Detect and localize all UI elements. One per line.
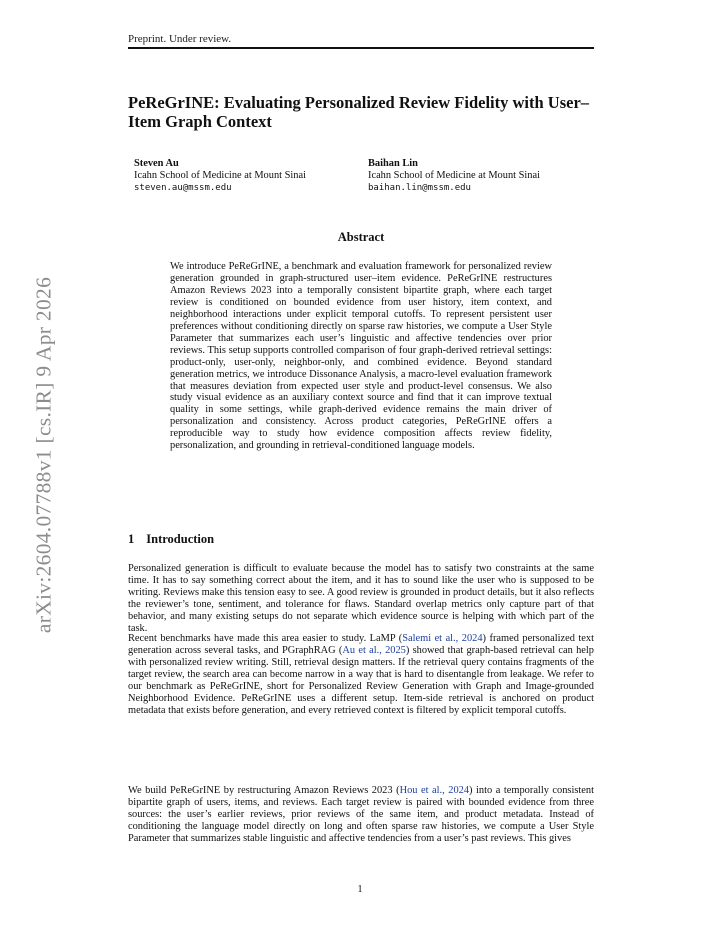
- arxiv-identifier: arXiv:2604.07788v1 [cs.IR] 9 Apr 2026: [31, 276, 56, 634]
- intro-paragraph-1: Personalized generation is difficult to evaluate because the model has to satisfy two constraints at the same time. It has to say something correct about the item, and it has to sound like the user who is supposed to be writing. Reviews make this tension easy to see. A good review is grounded in product details, but it also reflects the reviewer’s tone, sentiment, and tolerance for flaws. Standard overlap metrics only capture part of that behavior, and many existing setups do not separate which evidence source is helping with which part of the task.: [128, 563, 594, 634]
- abstract-text: We introduce PeReGrINE, a benchmark and evaluation framework for personalized review generation grounded in graph-structured user–item evidence. PeReGrINE restructures Amazon Reviews 2023 into a temporally consistent bipartite graph, where each target review is conditioned on bounded evidence from user history, item context, and neighborhood interactions under explicit temporal cutoffs. To represent persistent user preferences without conditioning directly on sparse raw histories, we compute a User Style Parameter that summarizes each user’s linguistic and affective tendencies over prior reviews. This setup supports controlled comparison of four graph-derived retrieval settings: product-only, user-only, neighbor-only, and combined evidence. Beyond standard generation metrics, we introduce Dissonance Analysis, a macro-level evaluation framework that measures deviation from expected user style and product-level consensus. We also study visual evidence as an auxiliary context source and find that it can improve textual quality in some settings, while graph-derived evidence remains the main driver of personalization and consistency. Across product categories, PeReGrINE offers a reproducible way to study how evidence composition affects review fidelity, personalization, and grounding in retrieval-conditioned language models.: [170, 261, 552, 452]
- paragraph-text: ) into a temporally consistent bipartite graph of users, items, and reviews. Each target review is paired with bounded evidence from three sources: the user’s earlier reviews, prior reviews of the same item, and product metadata. Instead of conditioning the language model directly on long and often sparse raw histories, we compute a User Style Parameter that summarizes stable linguistic and affective tendencies from a user’s past reviews. This gives: [128, 785, 594, 844]
- abstract-heading: Abstract: [337, 230, 385, 244]
- paragraph-text: We build PeReGrINE by restructuring Amazon Reviews 2023 (: [128, 785, 400, 796]
- intro-paragraph-3: [128, 785, 594, 845]
- header-note: Preprint. Under review.: [128, 33, 232, 45]
- paper-title: PeReGrINE: Evaluating Personalized Review Fidelity with User–Item Graph Context: [128, 93, 590, 131]
- author-affiliation: Icahn School of Medicine at Mount Sinai: [134, 170, 306, 181]
- paragraph-text: ) showed that graph-based retrieval can help with personalized review writing. Still, retrieval design matters. If the retrieval query contains fragments of the target review, the search area can become narrow in a way that is hard to disentangle from leakage. We refer to our benchmark as PeReGrINE, short for Personalized Review Generation with Graph and Image-grounded Neighborhood Evidence. PeReGrINE uses a different setup. Item-side retrieval is anchored on product metadata that exists before generation, and every retrieved context is filtered by explicit temporal cutoffs.: [128, 644, 594, 716]
- author-block-1: [134, 158, 306, 194]
- paragraph-text: Recent benchmarks have made this area easier to study. LaMP (: [128, 633, 403, 644]
- header-rule: [128, 47, 594, 49]
- author-email: steven.au@mssm.edu: [134, 183, 232, 193]
- author-name: Steven Au: [134, 158, 179, 169]
- intro-paragraph-2: [128, 633, 594, 717]
- citation-link[interactable]: Au et al., 2025: [342, 644, 406, 656]
- author-name: Baihan Lin: [368, 158, 418, 169]
- citation-link[interactable]: Hou et al., 2024: [399, 785, 470, 796]
- page-number: 1: [357, 884, 363, 895]
- citation-link[interactable]: Salemi et al., 2024: [402, 633, 483, 644]
- section-title: Introduction: [146, 532, 215, 546]
- author-block-2: [368, 158, 540, 194]
- section-heading: [128, 532, 214, 547]
- section-number: 1: [128, 532, 135, 546]
- author-affiliation: Icahn School of Medicine at Mount Sinai: [368, 170, 540, 181]
- author-email: baihan.lin@mssm.edu: [368, 183, 471, 193]
- paragraph-text: ) framed personalized text generation across several tasks, and PGraphRAG (: [128, 633, 594, 656]
